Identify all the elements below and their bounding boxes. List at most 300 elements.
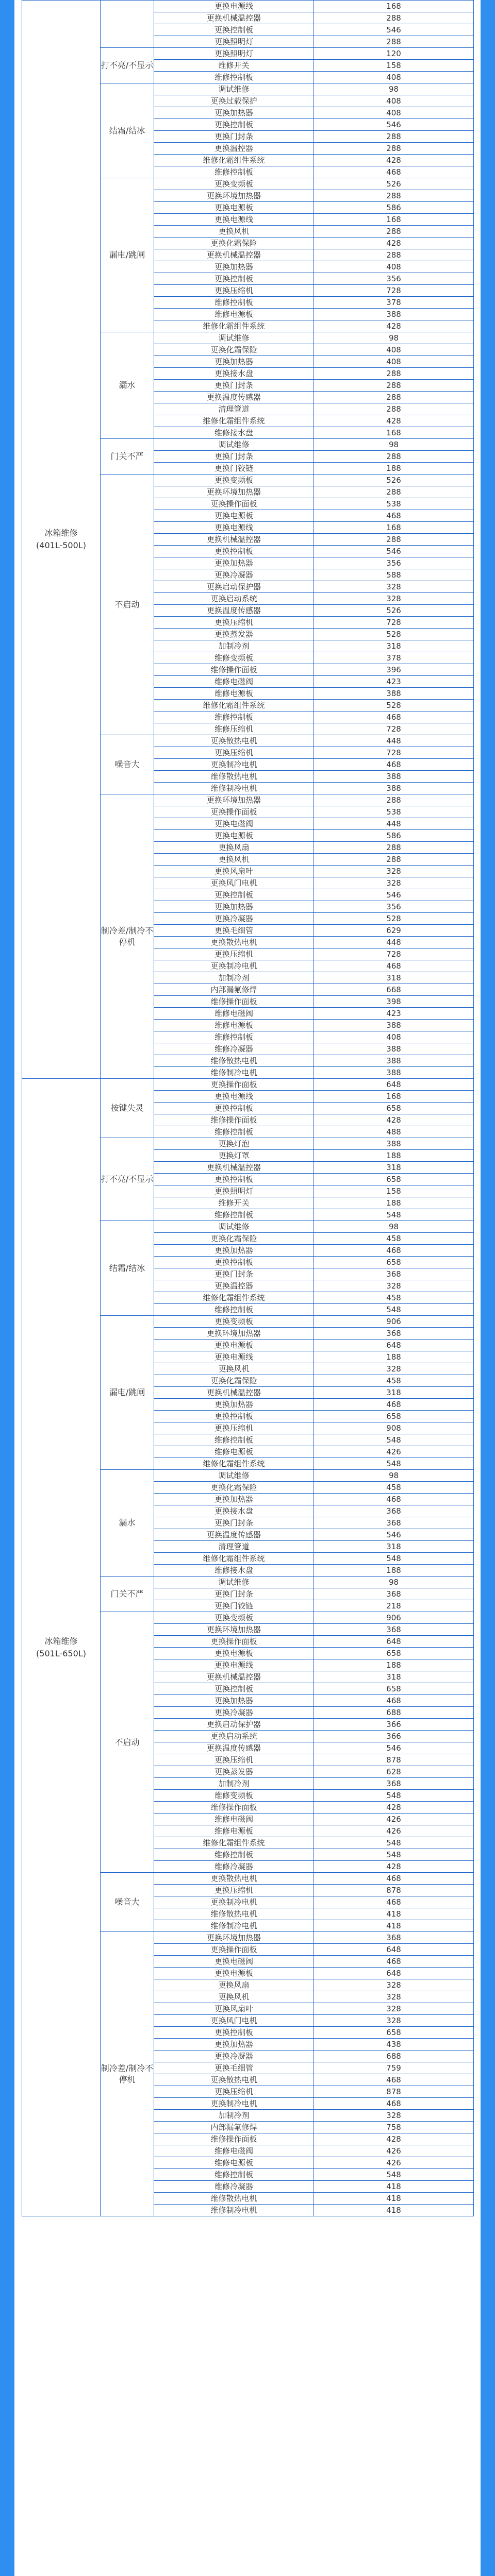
service-item-cell: 维修操作面板 [154, 996, 314, 1008]
service-item-cell: 维修电源板 [154, 1825, 314, 1837]
price-cell: 428 [314, 415, 474, 427]
service-item-cell: 维修化霜组件系统 [154, 1837, 314, 1849]
price-cell: 288 [314, 842, 474, 854]
price-cell: 328 [314, 2015, 474, 2027]
price-cell: 728 [314, 285, 474, 297]
service-item-cell: 更换环境加热器 [154, 1624, 314, 1636]
price-cell: 368 [314, 1778, 474, 1790]
price-cell: 288 [314, 794, 474, 806]
price-cell: 458 [314, 1233, 474, 1245]
service-item-cell: 更换门铰链 [154, 463, 314, 474]
service-item-cell: 更换风扇 [154, 842, 314, 854]
service-item-cell: 更换灯泡 [154, 1138, 314, 1150]
service-item-cell: 更换加热器 [154, 261, 314, 273]
service-item-cell: 内部漏氟修焊 [154, 2122, 314, 2133]
service-item-cell: 维修冷凝器 [154, 2181, 314, 2193]
category-cell: 冰箱维修 (401L-500L) [22, 1, 101, 1079]
price-cell: 428 [314, 1802, 474, 1814]
service-item-cell: 更换机械温控器 [154, 1162, 314, 1174]
service-item-cell: 维修变频板 [154, 652, 314, 664]
price-cell: 98 [314, 1221, 474, 1233]
price-cell: 906 [314, 1612, 474, 1624]
price-cell: 408 [314, 356, 474, 368]
price-cell: 658 [314, 1683, 474, 1695]
price-cell: 408 [314, 95, 474, 107]
service-item-cell: 更换加热器 [154, 1494, 314, 1505]
service-item-cell: 更换操作面板 [154, 1944, 314, 1956]
price-cell: 688 [314, 1707, 474, 1719]
price-cell: 328 [314, 2003, 474, 2015]
price-cell: 328 [314, 593, 474, 605]
price-cell: 318 [314, 1541, 474, 1553]
service-item-cell: 更换门封条 [154, 451, 314, 463]
service-item-cell: 更换冷凝器 [154, 1707, 314, 1719]
price-cell: 458 [314, 1375, 474, 1387]
service-item-cell: 更换加热器 [154, 107, 314, 119]
service-item-cell: 维修接水盘 [154, 1565, 314, 1577]
price-cell: 328 [314, 1979, 474, 1991]
price-cell: 98 [314, 1577, 474, 1588]
price-cell: 906 [314, 1316, 474, 1328]
service-item-cell: 维修控制板 [154, 297, 314, 309]
service-item-cell: 更换启动系统 [154, 1731, 314, 1742]
price-cell: 188 [314, 1150, 474, 1162]
price-cell: 288 [314, 131, 474, 143]
price-cell: 388 [314, 771, 474, 783]
price-cell: 488 [314, 1126, 474, 1138]
service-item-cell: 更换压缩机 [154, 1754, 314, 1766]
service-item-cell: 更换散热电机 [154, 735, 314, 747]
price-cell: 388 [314, 1020, 474, 1031]
service-item-cell: 更换压缩机 [154, 617, 314, 629]
price-cell: 318 [314, 972, 474, 984]
service-item-cell: 加制冷剂 [154, 972, 314, 984]
service-item-cell: 调试维修 [154, 1577, 314, 1588]
service-item-cell: 更换加热器 [154, 901, 314, 913]
price-cell: 658 [314, 2027, 474, 2039]
service-item-cell: 调试维修 [154, 332, 314, 344]
price-cell: 98 [314, 1470, 474, 1482]
service-item-cell: 维修操作面板 [154, 664, 314, 676]
service-item-cell: 更换制冷电机 [154, 1896, 314, 1908]
service-item-cell: 维修冷凝器 [154, 1861, 314, 1873]
service-item-cell: 更换温控器 [154, 1280, 314, 1292]
price-cell: 408 [314, 107, 474, 119]
price-cell: 428 [314, 320, 474, 332]
price-cell: 288 [314, 392, 474, 403]
price-cell: 728 [314, 948, 474, 960]
service-item-cell: 更换化霜保险 [154, 344, 314, 356]
service-item-cell: 维修制冷电机 [154, 1920, 314, 1932]
price-cell: 168 [314, 522, 474, 534]
service-item-cell: 更换控制板 [154, 2027, 314, 2039]
fault-cell: 不启动 [101, 474, 154, 735]
price-cell: 528 [314, 913, 474, 925]
price-cell: 438 [314, 2039, 474, 2050]
service-item-cell: 维修制冷电机 [154, 2205, 314, 2216]
service-item-cell: 更换风门电机 [154, 877, 314, 889]
fault-cell: 漏电/跳闸 [101, 1316, 154, 1470]
price-cell: 388 [314, 1138, 474, 1150]
service-item-cell: 更换风扇叶 [154, 2003, 314, 2015]
service-item-cell: 更换电源线 [154, 522, 314, 534]
service-item-cell: 更换门封条 [154, 380, 314, 392]
service-item-cell: 更换电源板 [154, 1648, 314, 1659]
service-item-cell: 维修变频板 [154, 1790, 314, 1802]
price-cell: 388 [314, 309, 474, 320]
service-item-cell: 更换电源板 [154, 830, 314, 842]
price-cell: 468 [314, 166, 474, 178]
price-cell: 388 [314, 1067, 474, 1079]
service-item-cell: 维修控制板 [154, 1304, 314, 1316]
price-cell: 468 [314, 1245, 474, 1257]
service-item-cell: 更换温度传感器 [154, 1529, 314, 1541]
price-cell: 366 [314, 1731, 474, 1742]
service-item-cell: 维修电磁阀 [154, 676, 314, 688]
fault-cell: 制冷差/制冷不停机 [101, 1932, 154, 2216]
service-item-cell: 调试维修 [154, 83, 314, 95]
service-item-cell: 更换风机 [154, 226, 314, 238]
price-cell: 368 [314, 1505, 474, 1517]
service-item-cell: 维修电源板 [154, 2157, 314, 2169]
price-cell: 388 [314, 1055, 474, 1067]
service-item-cell: 更换风机 [154, 854, 314, 866]
service-item-cell: 更换温度传感器 [154, 392, 314, 403]
price-cell: 759 [314, 2062, 474, 2074]
price-cell: 548 [314, 2169, 474, 2181]
service-item-cell: 调试维修 [154, 439, 314, 451]
price-cell: 120 [314, 48, 474, 60]
price-cell: 548 [314, 1849, 474, 1861]
price-cell: 366 [314, 1719, 474, 1731]
fault-cell: 不启动 [101, 1612, 154, 1873]
price-cell: 288 [314, 143, 474, 155]
service-item-cell: 内部漏氟修焊 [154, 984, 314, 996]
price-cell: 548 [314, 1434, 474, 1446]
service-item-cell: 更换操作面板 [154, 498, 314, 510]
price-cell: 418 [314, 1908, 474, 1920]
service-item-cell: 更换控制板 [154, 1174, 314, 1185]
price-cell: 356 [314, 273, 474, 285]
price-cell: 428 [314, 238, 474, 249]
service-item-cell: 维修压缩机 [154, 723, 314, 735]
price-cell: 548 [314, 1458, 474, 1470]
service-item-cell: 更换温度传感器 [154, 1742, 314, 1754]
price-cell: 328 [314, 866, 474, 877]
price-cell: 548 [314, 1790, 474, 1802]
price-cell: 318 [314, 1671, 474, 1683]
price-cell: 168 [314, 214, 474, 226]
price-cell: 658 [314, 1174, 474, 1185]
fault-cell: 打不亮/不显示 [101, 1138, 154, 1221]
price-cell: 328 [314, 581, 474, 593]
service-item-cell: 更换环境加热器 [154, 190, 314, 202]
price-cell: 878 [314, 2086, 474, 2098]
price-cell: 658 [314, 1257, 474, 1268]
price-cell: 548 [314, 1837, 474, 1849]
service-item-cell: 更换操作面板 [154, 1079, 314, 1091]
price-cell: 468 [314, 960, 474, 972]
price-cell: 356 [314, 901, 474, 913]
service-item-cell: 维修控制板 [154, 711, 314, 723]
price-cell: 458 [314, 1292, 474, 1304]
price-cell: 418 [314, 2205, 474, 2216]
price-cell: 546 [314, 546, 474, 557]
fault-cell [101, 1, 154, 48]
price-cell: 288 [314, 36, 474, 48]
price-cell: 288 [314, 249, 474, 261]
table-row [22, 1079, 474, 1091]
service-item-cell: 维修控制板 [154, 2169, 314, 2181]
price-cell: 878 [314, 1754, 474, 1766]
service-item-cell: 更换加热器 [154, 1399, 314, 1411]
service-item-cell: 清理管道 [154, 1541, 314, 1553]
service-item-cell: 更换控制板 [154, 546, 314, 557]
service-item-cell: 更换接水盘 [154, 368, 314, 380]
service-item-cell: 维修控制板 [154, 1209, 314, 1221]
price-cell: 188 [314, 1351, 474, 1363]
service-item-cell: 更换控制板 [154, 24, 314, 36]
service-item-cell: 维修操作面板 [154, 1802, 314, 1814]
price-sheet [14, 0, 481, 2576]
fault-cell: 门关不严 [101, 439, 154, 474]
price-cell: 468 [314, 1695, 474, 1707]
price-cell: 288 [314, 12, 474, 24]
service-item-cell: 更换变频板 [154, 178, 314, 190]
service-item-cell: 维修化霜组件系统 [154, 320, 314, 332]
service-item-cell: 更换环境加热器 [154, 486, 314, 498]
price-cell: 448 [314, 818, 474, 830]
service-item-cell: 更换化霜保险 [154, 1233, 314, 1245]
service-item-cell: 更换控制板 [154, 119, 314, 131]
service-item-cell: 更换控制板 [154, 273, 314, 285]
service-item-cell: 更换温控器 [154, 143, 314, 155]
service-item-cell: 更换照明灯 [154, 36, 314, 48]
service-item-cell: 更换毛细管 [154, 2062, 314, 2074]
price-cell: 396 [314, 664, 474, 676]
service-item-cell: 更换散热电机 [154, 937, 314, 948]
price-cell: 288 [314, 486, 474, 498]
price-cell: 586 [314, 830, 474, 842]
fault-cell: 按键失灵 [101, 1079, 154, 1138]
service-item-cell: 维修制冷电机 [154, 1067, 314, 1079]
service-item-cell: 更换加热器 [154, 557, 314, 569]
service-item-cell: 更换毛细管 [154, 925, 314, 937]
service-item-cell: 维修控制板 [154, 72, 314, 83]
price-cell: 328 [314, 877, 474, 889]
service-item-cell: 更换风扇 [154, 1979, 314, 1991]
price-cell: 648 [314, 1968, 474, 1979]
price-cell: 546 [314, 119, 474, 131]
service-item-cell: 维修散热电机 [154, 1055, 314, 1067]
price-cell: 188 [314, 1197, 474, 1209]
price-cell: 98 [314, 439, 474, 451]
price-cell: 378 [314, 297, 474, 309]
price-cell: 98 [314, 83, 474, 95]
service-item-cell: 维修化霜组件系统 [154, 415, 314, 427]
price-cell: 728 [314, 723, 474, 735]
price-cell: 188 [314, 463, 474, 474]
price-cell: 428 [314, 1114, 474, 1126]
service-item-cell: 更换门封条 [154, 1588, 314, 1600]
service-item-cell: 维修电磁阀 [154, 1008, 314, 1020]
price-cell: 538 [314, 806, 474, 818]
price-cell: 328 [314, 1280, 474, 1292]
service-item-cell: 维修化霜组件系统 [154, 1458, 314, 1470]
service-item-cell: 更换制冷电机 [154, 2098, 314, 2110]
service-item-cell: 更换过载保护 [154, 95, 314, 107]
price-cell: 378 [314, 652, 474, 664]
price-cell: 528 [314, 629, 474, 640]
price-cell: 546 [314, 1529, 474, 1541]
service-item-cell: 更换照明灯 [154, 1185, 314, 1197]
price-cell: 158 [314, 60, 474, 72]
price-cell: 526 [314, 605, 474, 617]
price-cell: 328 [314, 2110, 474, 2122]
service-item-cell: 更换机械温控器 [154, 12, 314, 24]
price-cell: 408 [314, 344, 474, 356]
service-item-cell: 更换风机 [154, 1991, 314, 2003]
service-item-cell: 更换化霜保险 [154, 238, 314, 249]
price-cell: 728 [314, 617, 474, 629]
service-item-cell: 更换冷凝器 [154, 2050, 314, 2062]
service-item-cell: 维修电源板 [154, 688, 314, 700]
price-cell: 648 [314, 1636, 474, 1648]
price-cell: 388 [314, 783, 474, 794]
price-cell: 168 [314, 427, 474, 439]
service-item-cell: 更换压缩机 [154, 2086, 314, 2098]
service-item-cell: 维修化霜组件系统 [154, 700, 314, 711]
service-item-cell: 维修化霜组件系统 [154, 155, 314, 166]
service-item-cell: 更换散热电机 [154, 2074, 314, 2086]
price-cell: 328 [314, 1991, 474, 2003]
category-cell: 冰箱维修 (501L-650L) [22, 1079, 101, 2216]
service-item-cell: 维修电源板 [154, 309, 314, 320]
service-item-cell: 维修电磁阀 [154, 2145, 314, 2157]
price-cell: 288 [314, 380, 474, 392]
price-cell: 548 [314, 1209, 474, 1221]
fault-cell: 结霜/结冰 [101, 83, 154, 178]
service-item-cell: 更换控制板 [154, 1411, 314, 1422]
price-cell: 368 [314, 1328, 474, 1340]
service-item-cell: 维修电源板 [154, 1020, 314, 1031]
service-item-cell: 更换灯罩 [154, 1150, 314, 1162]
price-cell: 288 [314, 403, 474, 415]
price-table [22, 0, 474, 2216]
service-item-cell: 清理管道 [154, 403, 314, 415]
price-cell: 668 [314, 984, 474, 996]
table-row [22, 1, 474, 12]
service-item-cell: 更换操作面板 [154, 806, 314, 818]
service-item-cell: 维修控制板 [154, 1031, 314, 1043]
service-item-cell: 维修化霜组件系统 [154, 1553, 314, 1565]
service-item-cell: 更换风扇叶 [154, 866, 314, 877]
price-cell: 426 [314, 1446, 474, 1458]
price-cell: 658 [314, 1411, 474, 1422]
service-item-cell: 更换压缩机 [154, 747, 314, 759]
price-cell: 368 [314, 1588, 474, 1600]
service-item-cell: 更换冷凝器 [154, 913, 314, 925]
price-cell: 548 [314, 1304, 474, 1316]
service-item-cell: 更换电源板 [154, 510, 314, 522]
service-item-cell: 更换制冷电机 [154, 759, 314, 771]
service-item-cell: 更换温度传感器 [154, 605, 314, 617]
fault-cell: 漏水 [101, 1470, 154, 1577]
price-cell: 546 [314, 1742, 474, 1754]
price-cell: 328 [314, 1363, 474, 1375]
service-item-cell: 更换门铰链 [154, 1600, 314, 1612]
service-item-cell: 更换制冷电机 [154, 960, 314, 972]
service-item-cell: 更换散热电机 [154, 1873, 314, 1885]
price-cell: 458 [314, 1482, 474, 1494]
price-cell: 468 [314, 711, 474, 723]
service-item-cell: 更换电源线 [154, 1, 314, 12]
service-item-cell: 更换控制板 [154, 1683, 314, 1695]
service-item-cell: 更换变频板 [154, 474, 314, 486]
service-item-cell: 更换加热器 [154, 1695, 314, 1707]
price-cell: 586 [314, 202, 474, 214]
price-cell: 426 [314, 1825, 474, 1837]
fault-cell: 噪音大 [101, 735, 154, 794]
service-item-cell: 更换电源线 [154, 214, 314, 226]
fault-cell: 噪音大 [101, 1873, 154, 1932]
service-item-cell: 加制冷剂 [154, 640, 314, 652]
service-item-cell: 更换机械温控器 [154, 1387, 314, 1399]
price-cell: 648 [314, 1340, 474, 1351]
service-item-cell: 更换门封条 [154, 1268, 314, 1280]
price-cell: 408 [314, 72, 474, 83]
price-cell: 408 [314, 1031, 474, 1043]
service-item-cell: 更换风机 [154, 1363, 314, 1375]
fault-cell: 制冷差/制冷不停机 [101, 794, 154, 1079]
service-item-cell: 维修控制板 [154, 1434, 314, 1446]
price-cell: 426 [314, 2157, 474, 2169]
price-cell: 368 [314, 1517, 474, 1529]
price-cell: 218 [314, 1600, 474, 1612]
price-cell: 158 [314, 1185, 474, 1197]
price-cell: 168 [314, 1091, 474, 1103]
price-cell: 368 [314, 1268, 474, 1280]
service-item-cell: 更换电源线 [154, 1351, 314, 1363]
service-item-cell: 更换控制板 [154, 1103, 314, 1114]
fault-cell: 漏电/跳闸 [101, 178, 154, 332]
price-cell: 318 [314, 640, 474, 652]
price-cell: 408 [314, 261, 474, 273]
service-item-cell: 维修电源板 [154, 1446, 314, 1458]
price-cell: 188 [314, 1659, 474, 1671]
service-item-cell: 更换接水盘 [154, 1505, 314, 1517]
price-cell: 288 [314, 190, 474, 202]
service-item-cell: 更换电源线 [154, 1091, 314, 1103]
price-cell: 368 [314, 1624, 474, 1636]
price-cell: 908 [314, 1422, 474, 1434]
price-cell: 388 [314, 1043, 474, 1055]
price-cell: 728 [314, 747, 474, 759]
price-cell: 426 [314, 1814, 474, 1825]
service-item-cell: 更换压缩机 [154, 948, 314, 960]
price-cell: 418 [314, 2193, 474, 2205]
price-cell: 428 [314, 2133, 474, 2145]
service-item-cell: 更换压缩机 [154, 285, 314, 297]
service-item-cell: 更换门封条 [154, 131, 314, 143]
price-cell: 288 [314, 451, 474, 463]
service-item-cell: 更换蒸发器 [154, 629, 314, 640]
fault-cell: 门关不严 [101, 1577, 154, 1612]
service-item-cell: 维修散热电机 [154, 2193, 314, 2205]
fault-cell: 打不亮/不显示 [101, 48, 154, 83]
price-cell: 448 [314, 937, 474, 948]
price-cell: 468 [314, 510, 474, 522]
